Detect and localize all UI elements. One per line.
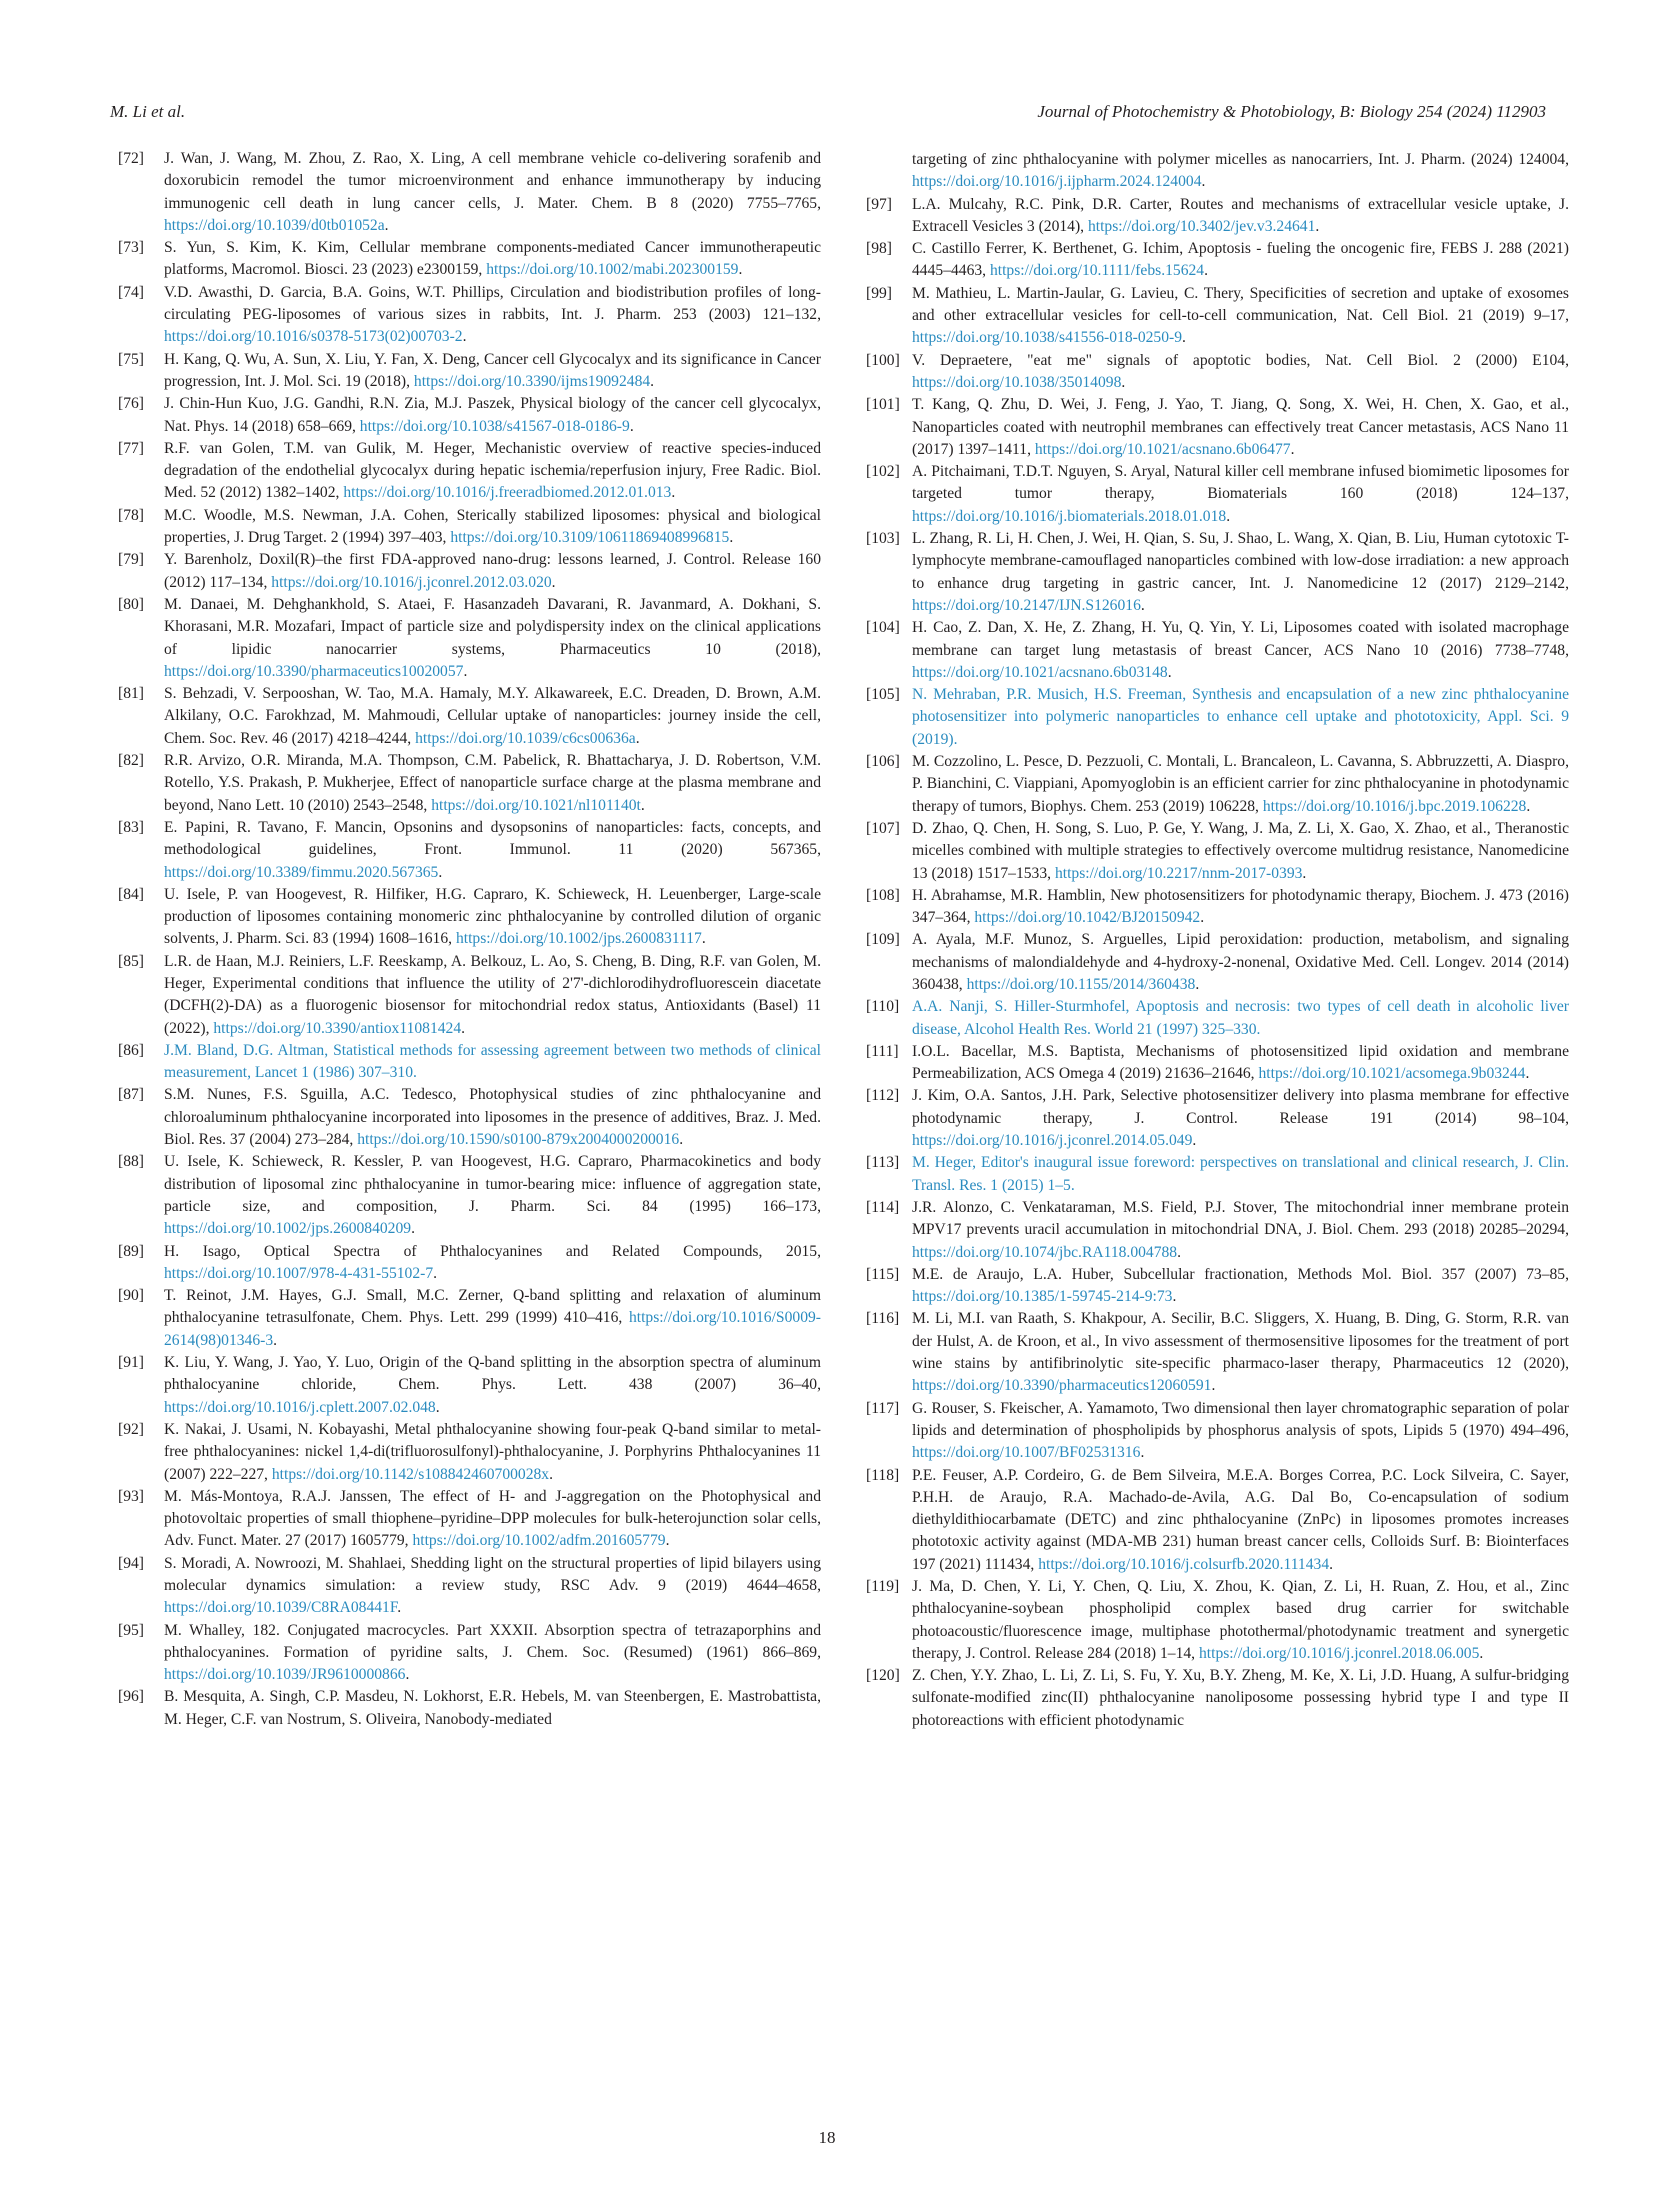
- reference-text: [164, 438, 821, 505]
- reference-number: [86]: [118, 1041, 144, 1059]
- reference-text: [912, 617, 1569, 684]
- reference-item: [866, 1152, 1569, 1197]
- reference-body: targeting of zinc phthalocyanine with polymer micelles as nanocarriers, Int. J. Pharm. (2024) 124004,: [912, 151, 1569, 168]
- reference-item: [118, 683, 821, 750]
- reference-text: [912, 1264, 1569, 1309]
- reference-body: M. Mathieu, L. Martin-Jaular, G. Lavieu, C. Thery, Specificities of secretion and uptake of exosomes and other extracellular vesicles for cell-to-cell communication, Nat. Cell Biol. 21 (2019) 9–17,: [912, 284, 1569, 325]
- reference-body: J. Ma, D. Chen, Y. Li, Y. Chen, Q. Liu, X. Zhou, K. Qian, Z. Li, H. Ruan, Z. Hou, et al., Zinc phthalocyanine-soybean phospholipid complex based drug carrier for switchable photoacoustic/fluorescence image, multiphase photothermal/photodynamic treatment and synergetic therapy, J. Control. Release 284 (2018) 1–14,: [912, 1578, 1569, 1662]
- reference-number: [103]: [866, 530, 900, 548]
- reference-tail: .: [640, 796, 645, 814]
- reference-number: [113]: [866, 1154, 900, 1172]
- reference-body: M. Cozzolino, L. Pesce, D. Pezzuoli, C. Montali, L. Brancaleon, L. Cavanna, S. Abbruzzetti, A. Diaspro, P. Bianchini, C. Viappiani, Apomyoglobin is an efficient carrier for zinc phthalocyanine in photodynamic therapy of tumors, Biophys. Chem. 253 (2019) 106228,: [912, 753, 1569, 815]
- reference-link[interactable]: https://doi.org/10.1021/acsnano.6b03148: [912, 663, 1168, 681]
- reference-link[interactable]: https://doi.org/10.1016/j.jconrel.2018.06.005: [1198, 1644, 1480, 1662]
- reference-link[interactable]: https://doi.org/10.1016/j.cplett.2007.02.048: [164, 1398, 436, 1416]
- reference-item: [866, 350, 1569, 395]
- reference-link[interactable]: https://doi.org/10.1074/jbc.RA118.004788: [912, 1243, 1178, 1261]
- reference-item: [118, 750, 821, 817]
- reference-tail: .: [411, 1220, 415, 1238]
- reference-text: [164, 349, 821, 394]
- reference-text: [164, 1553, 821, 1620]
- reference-body: V.D. Awasthi, D. Garcia, B.A. Goins, W.T. Phillips, Circulation and biodistribution profiles of long-circulating PEG-liposomes of various sizes in rabbits, Int. J. Pharm. 253 (2003) 121–132,: [164, 283, 821, 324]
- reference-body: K. Liu, Y. Wang, J. Yao, Y. Luo, Origin of the Q-band splitting in the absorption spectra of aluminum phthalocyanine chloride, Chem. Phys. Lett. 438 (2007) 36–40,: [164, 1354, 821, 1394]
- running-header: [110, 102, 1546, 126]
- reference-body: T. Reinot, J.M. Hayes, G.J. Small, M.C. Zerner, Q-band splitting and relaxation of aluminum phthalocyanine tetrasulfonate, Chem. Phys. Lett. 299 (1999) 410–416,: [164, 1287, 821, 1327]
- reference-tail: .: [1526, 797, 1531, 815]
- reference-text: [164, 1285, 821, 1352]
- reference-item: [118, 1241, 821, 1286]
- reference-number: [116]: [866, 1310, 900, 1328]
- reference-item: [118, 594, 821, 683]
- reference-tail: .: [1140, 596, 1145, 614]
- reference-number: [119]: [866, 1578, 900, 1595]
- reference-number: [115]: [866, 1265, 900, 1283]
- reference-link[interactable]: https://doi.org/10.1042/BJ20150942: [974, 909, 1201, 927]
- reference-body: M. Más-Montoya, R.A.J. Janssen, The effect of H- and J-aggregation on the Photophysical and photovoltaic properties of small thiophene–pyridine–DPP molecules for bulk-heterojunction solar cells, Adv. Funct. Mater. 27 (2017) 1605779,: [164, 1487, 821, 1550]
- reference-number: [100]: [866, 351, 900, 369]
- reference-link[interactable]: https://doi.org/10.1016/S0009-2614(98)01346-3: [164, 1309, 821, 1349]
- reference-tail: .: [438, 863, 443, 881]
- reference-body: P.E. Feuser, A.P. Cordeiro, G. de Bem Silveira, M.E.A. Borges Correa, P.C. Lock Silveira, C. Sayer, P.H.H. de Araujo, R.A. Machado-de-Avila, A.G. Dal Bo, Co-encapsulation of sodium diethyldithiocarbamate (DETC) and zinc phthalocyanine (ZnPc) in liposomes promotes increases phototoxic activity against (MDA-MB 231) human breast cancer cells, Colloids Surf. B: Biointerfaces 197 (2021) 111434,: [912, 1466, 1569, 1573]
- reference-item: [866, 751, 1569, 818]
- reference-number: [102]: [866, 463, 900, 481]
- reference-number: [101]: [866, 396, 900, 414]
- reference-body: D. Zhao, Q. Chen, H. Song, S. Luo, P. Ge, Y. Wang, J. Ma, Z. Li, X. Gao, X. Zhao, et al., Theranostic micelles combined with multiple strategies to effectively overcome multidrug resistance, Nanomedicine 13 (2018) 1517–1533,: [912, 819, 1569, 882]
- reference-number: [97]: [866, 195, 892, 213]
- reference-link[interactable]: https://doi.org/10.1021/acsomega.9b03244: [1258, 1065, 1526, 1083]
- reference-link[interactable]: N. Mehraban, P.R. Musich, H.S. Freeman, Synthesis and encapsulation of a new zinc phthalocyanine photosensitizer into polymeric nanoparticles to enhance cell uptake and phototoxicity, Appl. Sci. 9 (2019).: [912, 686, 1569, 748]
- reference-tail: .: [463, 662, 468, 680]
- reference-body: M.E. de Araujo, L.A. Huber, Subcellular fractionation, Methods Mol. Biol. 357 (2007) 73–85,: [912, 1265, 1569, 1283]
- reference-number: [114]: [866, 1198, 900, 1216]
- reference-item: [118, 349, 821, 394]
- reference-body: S.M. Nunes, F.S. Sguilla, A.C. Tedesco, Photophysical studies of zinc phthalocyanine and chloroaluminum phthalocyanine incorporated into liposomes in the presence of additives, Braz. J. Med. Biol. Res. 37 (2004) 273–284,: [164, 1086, 821, 1149]
- reference-link[interactable]: https://doi.org/10.3389/fimmu.2020.567365: [164, 863, 439, 881]
- reference-body: S. Moradi, A. Nowroozi, M. Shahlaei, Shedding light on the structural properties of lipid bilayers using molecular dynamics simulation: a review study, RSC Adv. 9 (2019) 4644–4658,: [164, 1554, 821, 1594]
- reference-body: T. Kang, Q. Zhu, D. Wei, J. Feng, J. Yao, T. Jiang, Q. Song, X. Wei, H. Chen, X. Gao, et al., Nanoparticles coated with neutrophil membranes can effectively treat Cancer metastasis, ACS Nano 11 (2017) 1397–1411,: [912, 396, 1569, 458]
- references-right-column: [866, 149, 1569, 1732]
- reference-text: [912, 1665, 1569, 1732]
- reference-body: L.A. Mulcahy, R.C. Pink, D.R. Carter, Routes and mechanisms of extracellular vesicle uptake, J. Extracell Vesicles 3 (2014),: [912, 195, 1569, 235]
- reference-body: K. Nakai, J. Usami, N. Kobayashi, Metal phthalocyanine showing four-peak Q-band similar to metal-free phthalocyanines: nickel 1,4-di(trifluorosulfonyl)-phthalocyanine, J. Porphyrins Phthalocyanines 11 (2007) 222–227,: [164, 1420, 821, 1483]
- reference-tail: .: [1211, 1377, 1216, 1395]
- reference-tail: .: [461, 1019, 466, 1037]
- reference-body: M. Li, M.I. van Raath, S. Khakpour, A. Secilir, B.C. Sliggers, X. Huang, B. Ding, G. Storm, R.R. van der Hulst, A. de Kroon, et al., In vivo assessment of thermosensitive liposomes for the treatment of port wine stains by antifibrinolytic site-specific pharmaco-laser therapy, Pharmaceutics 12 (2020),: [912, 1310, 1569, 1373]
- reference-tail: .: [1195, 975, 1200, 993]
- reference-tail: .: [1182, 329, 1186, 347]
- reference-tail: .: [650, 372, 655, 390]
- reference-number: [78]: [118, 506, 144, 524]
- reference-body: U. Isele, P. van Hoogevest, R. Hilfiker, H.G. Capraro, K. Schieweck, H. Leuenberger, Large-scale production of liposomes containing monomeric zinc phthalocyanine by controlled dilution of organic solvents, J. Pharm. Sci. 83 (1994) 1608–1616,: [164, 885, 821, 948]
- reference-text: [164, 148, 821, 237]
- reference-link[interactable]: M. Heger, Editor's inaugural issue foreword: perspectives on translational and clinical research, J. Clin. Transl. Res. 1 (2015) 1–5.: [912, 1154, 1569, 1194]
- reference-text: [912, 350, 1569, 395]
- reference-body: J.R. Alonzo, C. Venkataraman, M.S. Field, P.J. Stover, The mitochondrial inner membrane protein MPV17 prevents uracil accumulation in mitochondrial DNA, J. Biol. Chem. 293 (2018) 20285–20294,: [912, 1198, 1569, 1239]
- reference-text: [164, 505, 821, 550]
- reference-number: [90]: [118, 1287, 144, 1305]
- reference-number: [96]: [118, 1688, 144, 1706]
- reference-number: [107]: [866, 819, 900, 837]
- reference-link[interactable]: A.A. Nanji, S. Hiller-Sturmhofel, Apoptosis and necrosis: two types of cell death in alcoholic liver disease, Alcohol Health Res. World 21 (1997) 325–330.: [912, 998, 1569, 1038]
- reference-number: [74]: [118, 283, 144, 301]
- reference-item: [118, 1620, 821, 1687]
- reference-tail: .: [1204, 262, 1208, 280]
- reference-text: [912, 929, 1569, 996]
- reference-link[interactable]: https://doi.org/10.3390/pharmaceutics12060591: [912, 1377, 1212, 1395]
- reference-item: [118, 148, 821, 237]
- reference-tail: .: [1290, 440, 1295, 458]
- reference-item: [118, 282, 821, 349]
- reference-text: [164, 549, 821, 594]
- reference-tail: .: [1140, 1444, 1145, 1462]
- reference-text: [164, 1686, 821, 1731]
- reference-body: B. Mesquita, A. Singh, C.P. Masdeu, N. Lokhorst, E.R. Hebels, M. van Steenbergen, E. Mastrobattista, M. Heger, C.F. van Nostrum, S. Oliveira, Nanobody-mediated: [164, 1688, 821, 1728]
- reference-body: A. Ayala, M.F. Munoz, S. Arguelles, Lipid peroxidation: production, metabolism, and signaling mechanisms of malondialdehyde and 4-hydroxy-2-nonenal, Oxidative Med. Cell. Longev. 2014 (2014) 360438,: [912, 931, 1569, 993]
- reference-number: [99]: [866, 284, 892, 302]
- reference-tail: .: [1167, 663, 1172, 681]
- header-journal: Journal of Photochemistry & Photobiology, B: Biology 254 (2024) 112903: [1037, 102, 1546, 121]
- reference-body: H. Cao, Z. Dan, X. He, Z. Zhang, H. Yu, Q. Yin, Y. Li, Liposomes coated with isolated macrophage membrane can target lung metastasis of breast Cancer, ACS Nano 10 (2016) 7738–7748,: [912, 619, 1569, 659]
- reference-link[interactable]: https://doi.org/10.1016/s0378-5173(02)00703-2: [164, 328, 463, 346]
- reference-number: [80]: [118, 595, 144, 613]
- reference-body: A. Pitchaimani, T.D.T. Nguyen, S. Aryal, Natural killer cell membrane infused biomimetic liposomes for targeted tumor therapy, Biomaterials 160 (2018) 124–137,: [912, 463, 1569, 503]
- reference-tail: .: [1525, 1065, 1530, 1083]
- reference-number: [83]: [118, 818, 144, 836]
- reference-tail: .: [1479, 1644, 1484, 1662]
- reference-number: [110]: [866, 998, 900, 1016]
- reference-number: [91]: [118, 1354, 144, 1372]
- reference-text: [912, 1398, 1569, 1465]
- reference-number: [108]: [866, 886, 900, 904]
- reference-body: I.O.L. Bacellar, M.S. Baptista, Mechanisms of photosensitized lipid oxidation and membrane Permeabilization, ACS Omega 4 (2019) 21636–21646,: [912, 1042, 1569, 1083]
- reference-link[interactable]: https://doi.org/10.1039/c6cs00636a: [415, 729, 636, 747]
- reference-tail: .: [1315, 217, 1320, 235]
- reference-number: [72]: [118, 150, 144, 167]
- reference-body: J. Kim, O.A. Santos, J.H. Park, Selective photosensitizer delivery into plasma membrane for effective photodynamic therapy, J. Control. Release 191 (2014) 98–104,: [912, 1087, 1569, 1127]
- reference-body: U. Isele, K. Schieweck, R. Kessler, P. van Hoogevest, H.G. Capraro, Pharmacokinetics and body distribution of liposomal zinc phthalocyanine in tumor-bearing mice: influence of aggregation state, particle size, and composition, J. Pharm. Sci. 84 (1995) 166–173,: [164, 1153, 821, 1215]
- reference-tail: .: [435, 1398, 440, 1416]
- reference-item: [118, 1084, 821, 1151]
- reference-tail: .: [1177, 1243, 1182, 1261]
- reference-number: [120]: [866, 1667, 900, 1685]
- reference-link[interactable]: https://doi.org/10.3390/ijms19092484: [413, 372, 651, 390]
- reference-item: [118, 1486, 821, 1553]
- reference-tail: .: [397, 1599, 402, 1617]
- reference-tail: .: [1302, 864, 1307, 882]
- reference-number: [109]: [866, 931, 900, 949]
- reference-text: [912, 885, 1569, 930]
- reference-item: [866, 1665, 1569, 1732]
- reference-tail: .: [1172, 1288, 1177, 1306]
- reference-link[interactable]: https://doi.org/10.1016/j.jconrel.2012.03.020: [271, 573, 552, 591]
- reference-link[interactable]: https://doi.org/10.1016/j.bpc.2019.106228: [1262, 797, 1527, 815]
- reference-number: [88]: [118, 1153, 144, 1171]
- reference-number: [104]: [866, 619, 900, 637]
- reference-number: [87]: [118, 1086, 144, 1104]
- reference-body: R.F. van Golen, T.M. van Gulik, M. Heger, Mechanistic overview of reactive species-induced degradation of the endothelial glycocalyx during hepatic ischemia/reperfusion injury, Free Radic. Biol. Med. 52 (2012) 1382–1402,: [164, 439, 821, 502]
- reference-link[interactable]: https://doi.org/10.1007/BF02531316: [912, 1444, 1141, 1462]
- reference-text: [164, 1352, 821, 1419]
- reference-tail: .: [635, 729, 640, 747]
- reference-text: [164, 1040, 821, 1085]
- reference-text: [912, 1308, 1569, 1397]
- reference-text: [164, 884, 821, 951]
- reference-link[interactable]: https://doi.org/10.1385/1-59745-214-9:73: [912, 1288, 1173, 1306]
- reference-text: [912, 684, 1569, 751]
- reference-link[interactable]: https://doi.org/10.3390/antiox11081424: [213, 1019, 462, 1037]
- reference-item: [118, 1553, 821, 1620]
- reference-tail: .: [549, 1465, 554, 1483]
- reference-item: [866, 1465, 1569, 1576]
- reference-text: [912, 194, 1569, 239]
- reference-number: [94]: [118, 1554, 144, 1572]
- reference-tail: .: [1329, 1555, 1334, 1573]
- reference-link[interactable]: https://doi.org/10.1111/febs.15624: [989, 262, 1205, 280]
- reference-link[interactable]: https://doi.org/10.1016/j.ijpharm.2024.124004: [912, 173, 1202, 191]
- reference-item: [866, 1576, 1569, 1665]
- reference-number: [85]: [118, 952, 144, 970]
- reference-body: M.C. Woodle, M.S. Newman, J.A. Cohen, Sterically stabilized liposomes: physical and biological properties, J. Drug Target. 2 (1994) 397–403,: [164, 506, 821, 547]
- reference-text: [164, 393, 821, 438]
- reference-item: [866, 238, 1569, 283]
- reference-body: M. Whalley, 182. Conjugated macrocycles. Part XXXII. Absorption spectra of tetrazaporphins and phthalocyanines. Formation of pyridine salts, J. Chem. Soc. (Resumed) (1961) 866–869,: [164, 1621, 821, 1661]
- reference-text: [164, 1620, 821, 1687]
- reference-item: [118, 884, 821, 951]
- reference-item: [866, 461, 1569, 528]
- reference-text: [164, 683, 821, 750]
- reference-link[interactable]: https://doi.org/10.1038/35014098: [912, 373, 1122, 391]
- reference-item: [866, 1197, 1569, 1264]
- reference-text: [164, 237, 821, 282]
- reference-text: [912, 394, 1569, 461]
- reference-link[interactable]: https://doi.org/10.1590/s0100-879x2004000200016: [357, 1131, 680, 1149]
- reference-link[interactable]: https://doi.org/10.1021/nl101140t: [431, 796, 641, 814]
- reference-text: [164, 594, 821, 683]
- reference-link[interactable]: https://doi.org/10.1016/j.biomaterials.2018.01.018: [912, 507, 1227, 525]
- reference-number: [112]: [866, 1087, 900, 1105]
- reference-body: H. Abrahamse, M.R. Hamblin, New photosensitizers for photodynamic therapy, Biochem. J. 473 (2016) 347–364,: [912, 886, 1569, 927]
- reference-tail: .: [1201, 173, 1206, 191]
- reference-text: [164, 1486, 821, 1553]
- reference-body: S. Behzadi, V. Serpooshan, W. Tao, M.A. Hamaly, M.Y. Alkawareek, E.C. Dreaden, D. Brown, A.M. Alkilany, O.C. Farokhzad, M. Mahmoudi, Cellular uptake of nanoparticles: journey inside the cell, Chem. Soc. Rev. 46 (2017) 4218–4244,: [164, 685, 821, 747]
- page-number: 18: [818, 2128, 836, 2147]
- reference-item: [118, 1686, 821, 1731]
- reference-body: R.R. Arvizo, O.R. Miranda, M.A. Thompson, C.M. Pabelick, R. Bhattacharya, J. D. Robertson, V.M. Rotello, Y.S. Prakash, P. Mukherjee, Effect of nanoparticle surface charge at the plasma membrane and beyond, Nano Lett. 10 (2010) 2543–2548,: [164, 752, 821, 814]
- reference-body: M. Danaei, M. Dehghankhold, S. Ataei, F. Hasanzadeh Davarani, R. Javanmard, A. Dokhani, S. Khorasani, M.R. Mozafari, Impact of particle size and polydispersity index on the clinical applications of lipidic nanocarrier systems, Pharmaceutics 10 (2018),: [164, 595, 821, 658]
- reference-item: [866, 1398, 1569, 1465]
- reference-body: L. Zhang, R. Li, H. Chen, J. Wei, H. Qian, S. Su, J. Shao, L. Wang, X. Qian, B. Liu, Human cytotoxic T-lymphocyte membrane-camouflaged nanoparticles combined with low-dose irradiation: a new approach to enhance drug targeting in gastric cancer, Int. J. Nanomedicine 12 (2017) 2129–2142,: [912, 530, 1569, 592]
- reference-number: [98]: [866, 240, 892, 258]
- reference-item: [866, 617, 1569, 684]
- reference-body: G. Rouser, S. Fkeischer, A. Yamamoto, Two dimensional then layer chromatographic separation of polar lipids and determination of phospholipids by phosphorus analysis of spots, Lipids 5 (1970) 494–496,: [912, 1399, 1569, 1439]
- reference-tail: .: [1226, 507, 1231, 525]
- reference-tail: .: [671, 484, 676, 502]
- reference-tail: .: [1200, 909, 1205, 927]
- reference-tail: .: [629, 417, 634, 435]
- reference-text: [912, 528, 1569, 617]
- reference-link[interactable]: J.M. Bland, D.G. Altman, Statistical methods for assessing agreement between two methods of clinical measurement, Lancet 1 (1986) 307–310.: [164, 1041, 821, 1082]
- reference-text: [912, 149, 1569, 194]
- reference-text: [912, 238, 1569, 283]
- reference-item: [118, 549, 821, 594]
- reference-link[interactable]: https://doi.org/10.3402/jev.v3.24641: [1087, 217, 1316, 235]
- reference-number: [111]: [866, 1042, 899, 1060]
- reference-text: [912, 1041, 1569, 1086]
- reference-item: [118, 393, 821, 438]
- references-left-column: [118, 148, 821, 1731]
- reference-text: [164, 1241, 821, 1286]
- reference-item: [118, 505, 821, 550]
- reference-number: [79]: [118, 551, 144, 569]
- reference-item: [118, 817, 821, 884]
- reference-body: C. Castillo Ferrer, K. Berthenet, G. Ichim, Apoptosis - fueling the oncogenic fire, FEBS J. 288 (2021) 4445–4463,: [912, 240, 1569, 280]
- reference-item: [866, 394, 1569, 461]
- reference-item: [118, 1040, 821, 1085]
- reference-text: [164, 1419, 821, 1486]
- reference-number: [95]: [118, 1621, 144, 1639]
- reference-body: J. Chin-Hun Kuo, J.G. Gandhi, R.N. Zia, M.J. Paszek, Physical biology of the cancer cell glycocalyx, Nat. Phys. 14 (2018) 658–669,: [164, 395, 821, 435]
- reference-number: [92]: [118, 1420, 144, 1438]
- reference-item: [866, 684, 1569, 751]
- reference-text: [912, 283, 1569, 350]
- reference-body: S. Yun, S. Kim, K. Kim, Cellular membrane components-mediated Cancer immunotherapeutic platforms, Macromol. Biosci. 23 (2023) e2300159,: [164, 239, 821, 279]
- reference-item: [118, 1151, 821, 1240]
- reference-number: [89]: [118, 1242, 144, 1260]
- reference-item: [866, 818, 1569, 885]
- reference-link[interactable]: https://doi.org/10.1002/jps.2600840209: [164, 1220, 412, 1238]
- reference-link[interactable]: https://doi.org/10.1016/j.freeradbiomed.2012.01.013: [343, 484, 672, 502]
- reference-link[interactable]: https://doi.org/10.3109/10611869408996815: [450, 529, 730, 547]
- reference-link[interactable]: https://doi.org/10.1039/C8RA08441F: [164, 1599, 398, 1617]
- reference-text: [164, 282, 821, 349]
- reference-link[interactable]: https://doi.org/10.1021/acsnano.6b06477: [1034, 440, 1291, 458]
- reference-text: [912, 1085, 1569, 1152]
- reference-text: [912, 1576, 1569, 1665]
- reference-item: [866, 528, 1569, 617]
- reference-link[interactable]: https://doi.org/10.1038/s41567-018-0186-9: [359, 417, 630, 435]
- reference-item: [866, 149, 1569, 194]
- reference-number: [84]: [118, 885, 144, 903]
- reference-text: [912, 1152, 1569, 1197]
- reference-number: [77]: [118, 439, 144, 457]
- reference-text: [164, 817, 821, 884]
- reference-item: [866, 194, 1569, 239]
- reference-tail: .: [701, 930, 706, 948]
- reference-item: [118, 1285, 821, 1352]
- header-authors: M. Li et al.: [110, 102, 186, 121]
- reference-text: [912, 1465, 1569, 1576]
- reference-item: [118, 1419, 821, 1486]
- reference-number: [73]: [118, 239, 144, 257]
- reference-item: [866, 1085, 1569, 1152]
- reference-text: [164, 1151, 821, 1240]
- reference-number: [105]: [866, 686, 900, 704]
- reference-link[interactable]: https://doi.org/10.1142/s108842460700028x: [271, 1465, 550, 1483]
- reference-item: [866, 1041, 1569, 1086]
- reference-body: L.R. de Haan, M.J. Reiniers, L.F. Reeskamp, A. Belkouz, L. Ao, S. Cheng, B. Ding, R.F. van Golen, M. Heger, Experimental conditions that influence the utility of 2'7'-dichlorodihydrofluorescein diacetate (DCFH(2)-DA) as a fluorogenic biosensor for mitochondrial redox status, Antioxidants (Basel) 11 (2022),: [164, 952, 821, 1037]
- reference-item: [118, 438, 821, 505]
- reference-tail: .: [1121, 373, 1126, 391]
- reference-text: [912, 461, 1569, 528]
- reference-link[interactable]: https://doi.org/10.1002/adfm.201605779: [412, 1532, 666, 1550]
- reference-link[interactable]: https://doi.org/10.1039/JR9610000866: [164, 1666, 406, 1684]
- reference-link[interactable]: https://doi.org/10.1016/j.jconrel.2014.05.049: [912, 1132, 1193, 1150]
- reference-tail: .: [738, 261, 743, 279]
- reference-tail: .: [679, 1131, 684, 1149]
- reference-text: [164, 951, 821, 1040]
- reference-body: Y. Barenholz, Doxil(R)–the first FDA-approved nano-drug: lessons learned, J. Control. Release 160 (2012) 117–134,: [164, 551, 821, 591]
- reference-body: Z. Chen, Y.Y. Zhao, L. Li, Z. Li, S. Fu, Y. Xu, B.Y. Zheng, M. Ke, X. Li, J.D. Huang, A sulfur-bridging sulfonate-modified zinc(II) phthalocyanine nanoliposome possessing hybrid type I and type II photoreactions with efficient photodynamic: [912, 1667, 1569, 1729]
- reference-tail: .: [462, 328, 467, 346]
- reference-item: [118, 237, 821, 282]
- reference-number: [118]: [866, 1466, 900, 1484]
- reference-text: [912, 751, 1569, 818]
- reference-link[interactable]: https://doi.org/10.1016/j.colsurfb.2020.111434: [1038, 1555, 1330, 1573]
- reference-number: [75]: [118, 350, 144, 368]
- reference-tail: .: [729, 529, 734, 547]
- reference-tail: .: [273, 1331, 278, 1349]
- reference-tail: .: [551, 573, 556, 591]
- reference-item: [866, 283, 1569, 350]
- reference-number: [81]: [118, 685, 144, 703]
- reference-link[interactable]: https://doi.org/10.1039/d0tb01052a: [164, 216, 385, 234]
- reference-number: [82]: [118, 752, 144, 770]
- reference-body: J. Wan, J. Wang, M. Zhou, Z. Rao, X. Ling, A cell membrane vehicle co-delivering sorafenib and doxorubicin remodel the tumor microenvironment and enhance immunotherapy by inducing immunogenic cell death in lung cancer cells, J. Mater. Chem. B 8 (2020) 7755–7765,: [164, 150, 821, 212]
- reference-link[interactable]: https://doi.org/10.3390/pharmaceutics10020057: [164, 662, 464, 680]
- reference-body: H. Isago, Optical Spectra of Phthalocyanines and Related Compounds, 2015,: [164, 1242, 821, 1260]
- reference-item: [118, 951, 821, 1040]
- reference-tail: .: [433, 1264, 438, 1282]
- reference-link[interactable]: https://doi.org/10.1155/2014/360438: [966, 975, 1196, 993]
- reference-item: [866, 929, 1569, 996]
- reference-number: [117]: [866, 1399, 900, 1417]
- reference-number: [106]: [866, 753, 900, 771]
- reference-item: [866, 885, 1569, 930]
- reference-number: [76]: [118, 395, 144, 413]
- reference-item: [866, 1264, 1569, 1309]
- reference-tail: .: [665, 1532, 670, 1550]
- reference-text: [912, 996, 1569, 1041]
- reference-item: [118, 1352, 821, 1419]
- reference-text: [912, 818, 1569, 885]
- reference-tail: .: [405, 1666, 410, 1684]
- reference-body: E. Papini, R. Tavano, F. Mancin, Opsonins and dysopsonins of nanoparticles: facts, concepts, and methodological guidelines, Front. Immunol. 11 (2020) 567365,: [164, 818, 821, 859]
- reference-link[interactable]: https://doi.org/10.1002/jps.2600831117: [455, 930, 702, 948]
- reference-number: [93]: [118, 1487, 144, 1505]
- reference-text: [912, 1197, 1569, 1264]
- reference-text: [164, 750, 821, 817]
- reference-link[interactable]: https://doi.org/10.2147/IJN.S126016: [912, 596, 1141, 614]
- reference-tail: .: [1192, 1132, 1197, 1150]
- reference-link[interactable]: https://doi.org/10.1038/s41556-018-0250-9: [912, 329, 1183, 347]
- reference-tail: .: [384, 216, 389, 234]
- reference-item: [866, 996, 1569, 1041]
- reference-item: [866, 1308, 1569, 1397]
- reference-link[interactable]: https://doi.org/10.2217/nnm-2017-0393: [1054, 864, 1303, 882]
- reference-body: H. Kang, Q. Wu, A. Sun, X. Liu, Y. Fan, X. Deng, Cancer cell Glycocalyx and its significance in Cancer progression, Int. J. Mol. Sci. 19 (2018),: [164, 350, 821, 390]
- reference-text: [164, 1084, 821, 1151]
- reference-link[interactable]: https://doi.org/10.1007/978-4-431-55102-7: [164, 1264, 434, 1282]
- reference-link[interactable]: https://doi.org/10.1002/mabi.202300159: [486, 261, 739, 279]
- reference-body: V. Depraetere, "eat me" signals of apoptotic bodies, Nat. Cell Biol. 2 (2000) E104,: [912, 351, 1569, 369]
